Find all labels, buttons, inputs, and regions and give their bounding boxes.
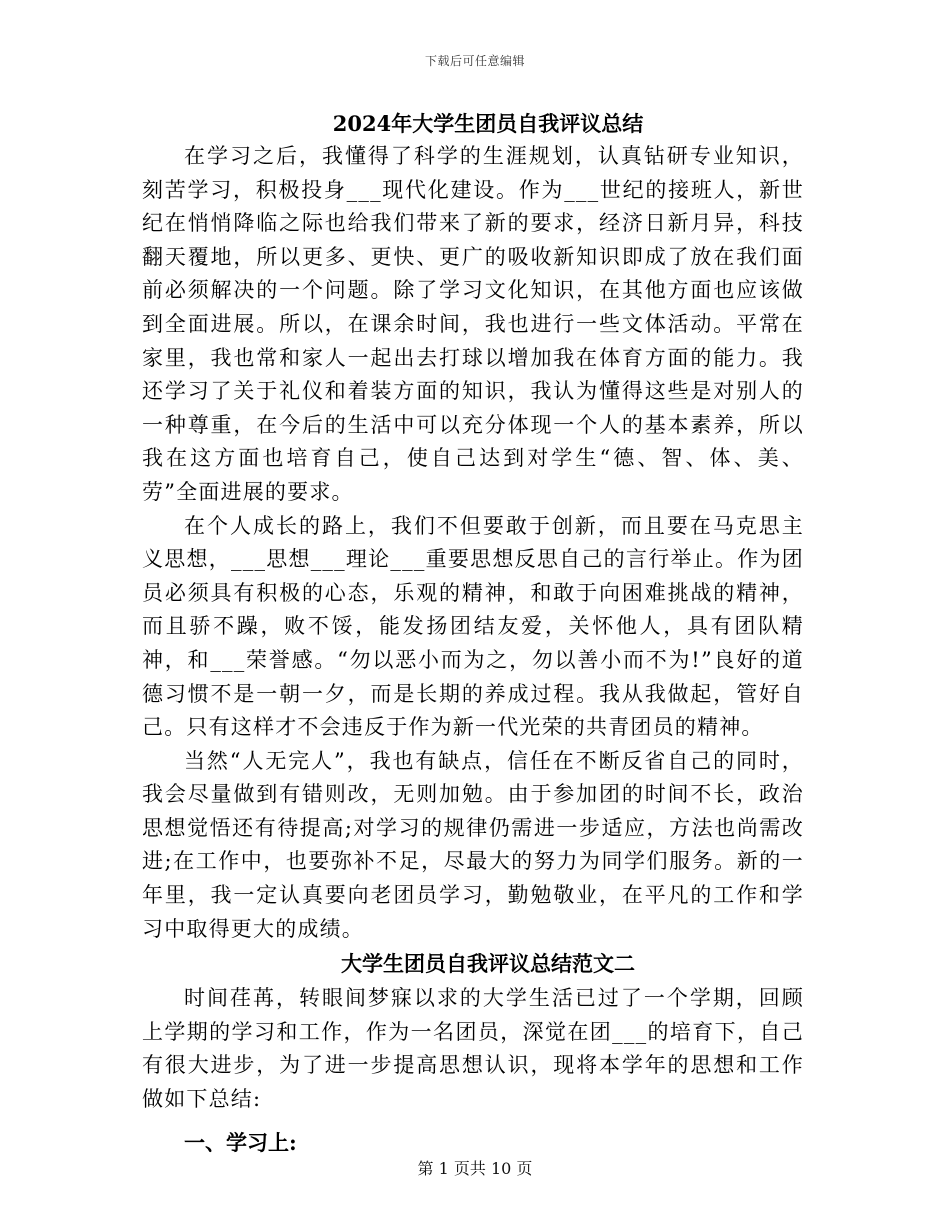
paragraph: 当然“人无完人”，我也有缺点，信任在不断反省自己的同时，我会尽量做到有错则改，无则加勉。由于参加团的时间不长，政治思想觉悟还有待提高;对学习的规律仍需进一步适应，方法也尚需改进;在工作中，也要弥补不足，尽最大的努力为同学们服务。新的一年里，我一定认真要向老团员学习，勤勉敬业，在平凡的工作和学习中取得更大的成绩。	[142, 748, 804, 941]
paragraph: 在个人成长的路上，我们不但要敢于创新，而且要在马克思主义思想，___思想___理论___重要思想反思自己的言行举止。作为团员必须具有积极的心态，乐观的精神，和敢于向困难挑战的精神，而且骄不躁，败不馁，能发扬团结友爱，关怀他人，具有团队精神，和___荣誉感。“勿以恶小而为之，勿以善小而不为!”良好的道德习惯不是一朝一夕，而是长期的养成过程。我从我做起，管好自己。只有这样才不会违反于作为新一代光荣的共青团员的精神。	[142, 513, 804, 740]
paragraph: 在学习之后，我懂得了科学的生涯规划，认真钻研专业知识，刻苦学习，积极投身___现代化建设。作为___世纪的接班人，新世纪在悄悄降临之际也给我们带来了新的要求，经济日新月异，科技翻天覆地，所以更多、更快、更广的吸收新知识即成了放在我们面前必须解决的一个问题。除了学习文化知识，在其他方面也应该做到全面进展。所以，在课余时间，我也进行一些文体活动。平常在家里，我也常和家人一起出去打球以增加我在体育方面的能力。我还学习了关于礼仪和着装方面的知识，我认为懂得这些是对别人的一种尊重，在今后的生活中可以充分体现一个人的基本素养，所以我在这方面也培育自己，使自己达到对学生“德、智、体、美、劳”全面进展的要求。	[142, 144, 804, 504]
section-heading: 一、学习上:	[184, 1129, 297, 1155]
paragraph: 时间荏苒，转眼间梦寐以求的大学生活已过了一个学期，回顾上学期的学习和工作，作为一名团员，深觉在团___的培育下，自己有很大进步，为了进一步提高思想认识，现将本学年的思想和工作做如下总结:	[142, 986, 804, 1112]
document-page	[142, 108, 804, 1163]
document-title: 2024年大学生团员自我评议总结	[332, 111, 644, 136]
section-subtitle: 大学生团员自我评议总结范文二	[341, 951, 635, 977]
page-number: 第 1 页共 10 页	[417, 1159, 533, 1178]
header-note: 下载后可任意编辑	[424, 54, 525, 68]
